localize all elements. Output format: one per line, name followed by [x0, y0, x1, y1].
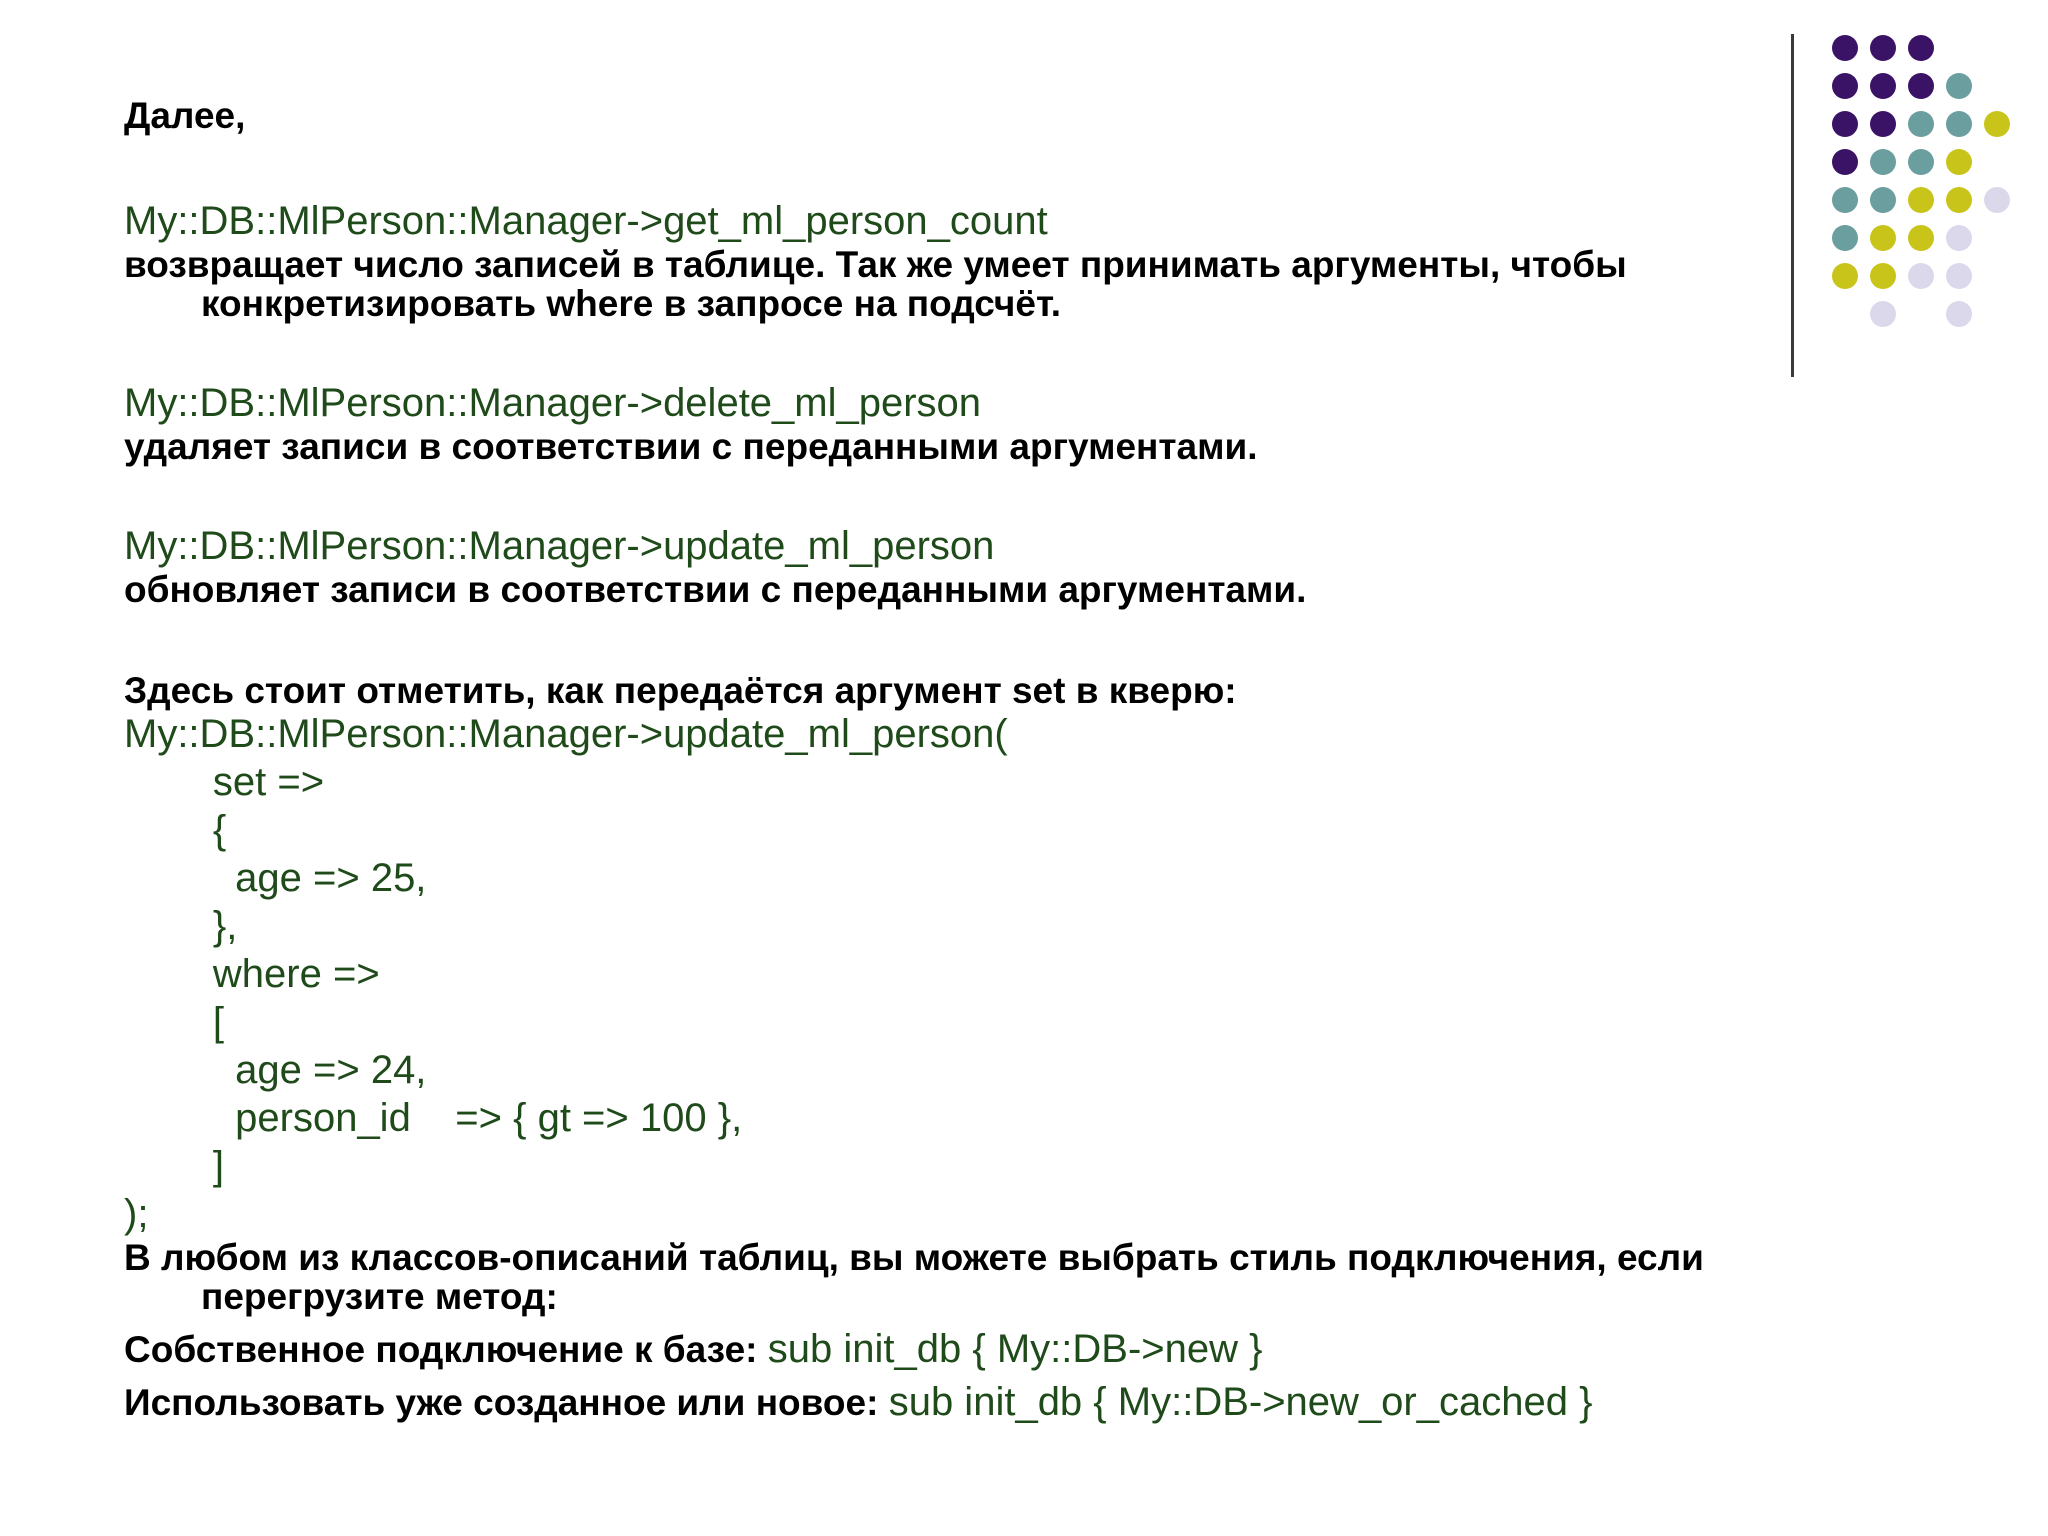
- decorative-dot: [1908, 35, 1934, 61]
- decorative-dot: [1946, 73, 1972, 99]
- code-line: age => 24,: [124, 1048, 427, 1092]
- decorative-dot: [1908, 149, 1934, 175]
- decorative-dot: [1946, 187, 1972, 213]
- own-connection-line: [124, 1327, 1884, 1371]
- decorative-dot: [1946, 263, 1972, 289]
- decorative-dot: [1908, 111, 1934, 137]
- decorative-dot: [1908, 187, 1934, 213]
- code-example: [124, 710, 1884, 1238]
- code-line: person_id => { gt => 100 },: [124, 1096, 743, 1140]
- code-line: set =>: [124, 760, 325, 804]
- decorative-dot: [1908, 225, 1934, 251]
- decorative-dot: [1908, 73, 1934, 99]
- own-connection-label: Собственное подключение к базе:: [124, 1329, 758, 1370]
- code-line: age => 25,: [124, 856, 427, 900]
- code-line: My::DB::MlPerson::Manager->update_ml_person(: [124, 712, 1008, 756]
- slide-content: [124, 96, 1884, 1422]
- decorative-dot: [1832, 35, 1858, 61]
- code-line: ]: [124, 1144, 225, 1188]
- method-update-code: My::DB::MlPerson::Manager->update_ml_person: [124, 524, 995, 568]
- decorative-dot: [1984, 111, 2010, 137]
- code-line: },: [124, 904, 238, 948]
- method-delete-desc: удаляет записи в соответствии с переданными аргументами.: [124, 426, 1258, 467]
- decorative-dot: [1946, 301, 1972, 327]
- decorative-dot: [1946, 111, 1972, 137]
- code-line: );: [124, 1192, 149, 1236]
- heading: Далее,: [124, 95, 246, 136]
- code-line: {: [124, 808, 227, 852]
- decorative-dot: [1984, 187, 2010, 213]
- decorative-dot: [1946, 149, 1972, 175]
- decorative-dot: [1908, 263, 1934, 289]
- code-line: [: [124, 1000, 225, 1044]
- cached-connection-line: [124, 1380, 1884, 1424]
- method-delete-code: My::DB::MlPerson::Manager->delete_ml_person: [124, 381, 982, 425]
- decorative-dot: [1870, 35, 1896, 61]
- method-get-count-desc: возвращает число записей в таблице. Так же умеет принимать аргументы, чтобы конкретизировать where в запросе на подсчёт.: [124, 244, 1627, 324]
- method-get-count-code: My::DB::MlPerson::Manager->get_ml_person_count: [124, 199, 1048, 243]
- own-connection-code: sub init_db { My::DB->new }: [767, 1327, 1263, 1371]
- code-line: where =>: [124, 952, 380, 996]
- decorative-dot: [1946, 225, 1972, 251]
- cached-connection-code: sub init_db { My::DB->new_or_cached }: [888, 1380, 1593, 1424]
- cached-connection-label: Использовать уже созданное или новое:: [124, 1382, 879, 1423]
- set-argument-note: Здесь стоит отметить, как передаётся аргумент set в кверю:: [124, 670, 1237, 711]
- connection-style-note: В любом из классов-описаний таблиц, вы можете выбрать стиль подключения, если перегрузите метод:: [124, 1237, 1704, 1317]
- method-update-desc: обновляет записи в соответствии с переданными аргументами.: [124, 569, 1307, 610]
